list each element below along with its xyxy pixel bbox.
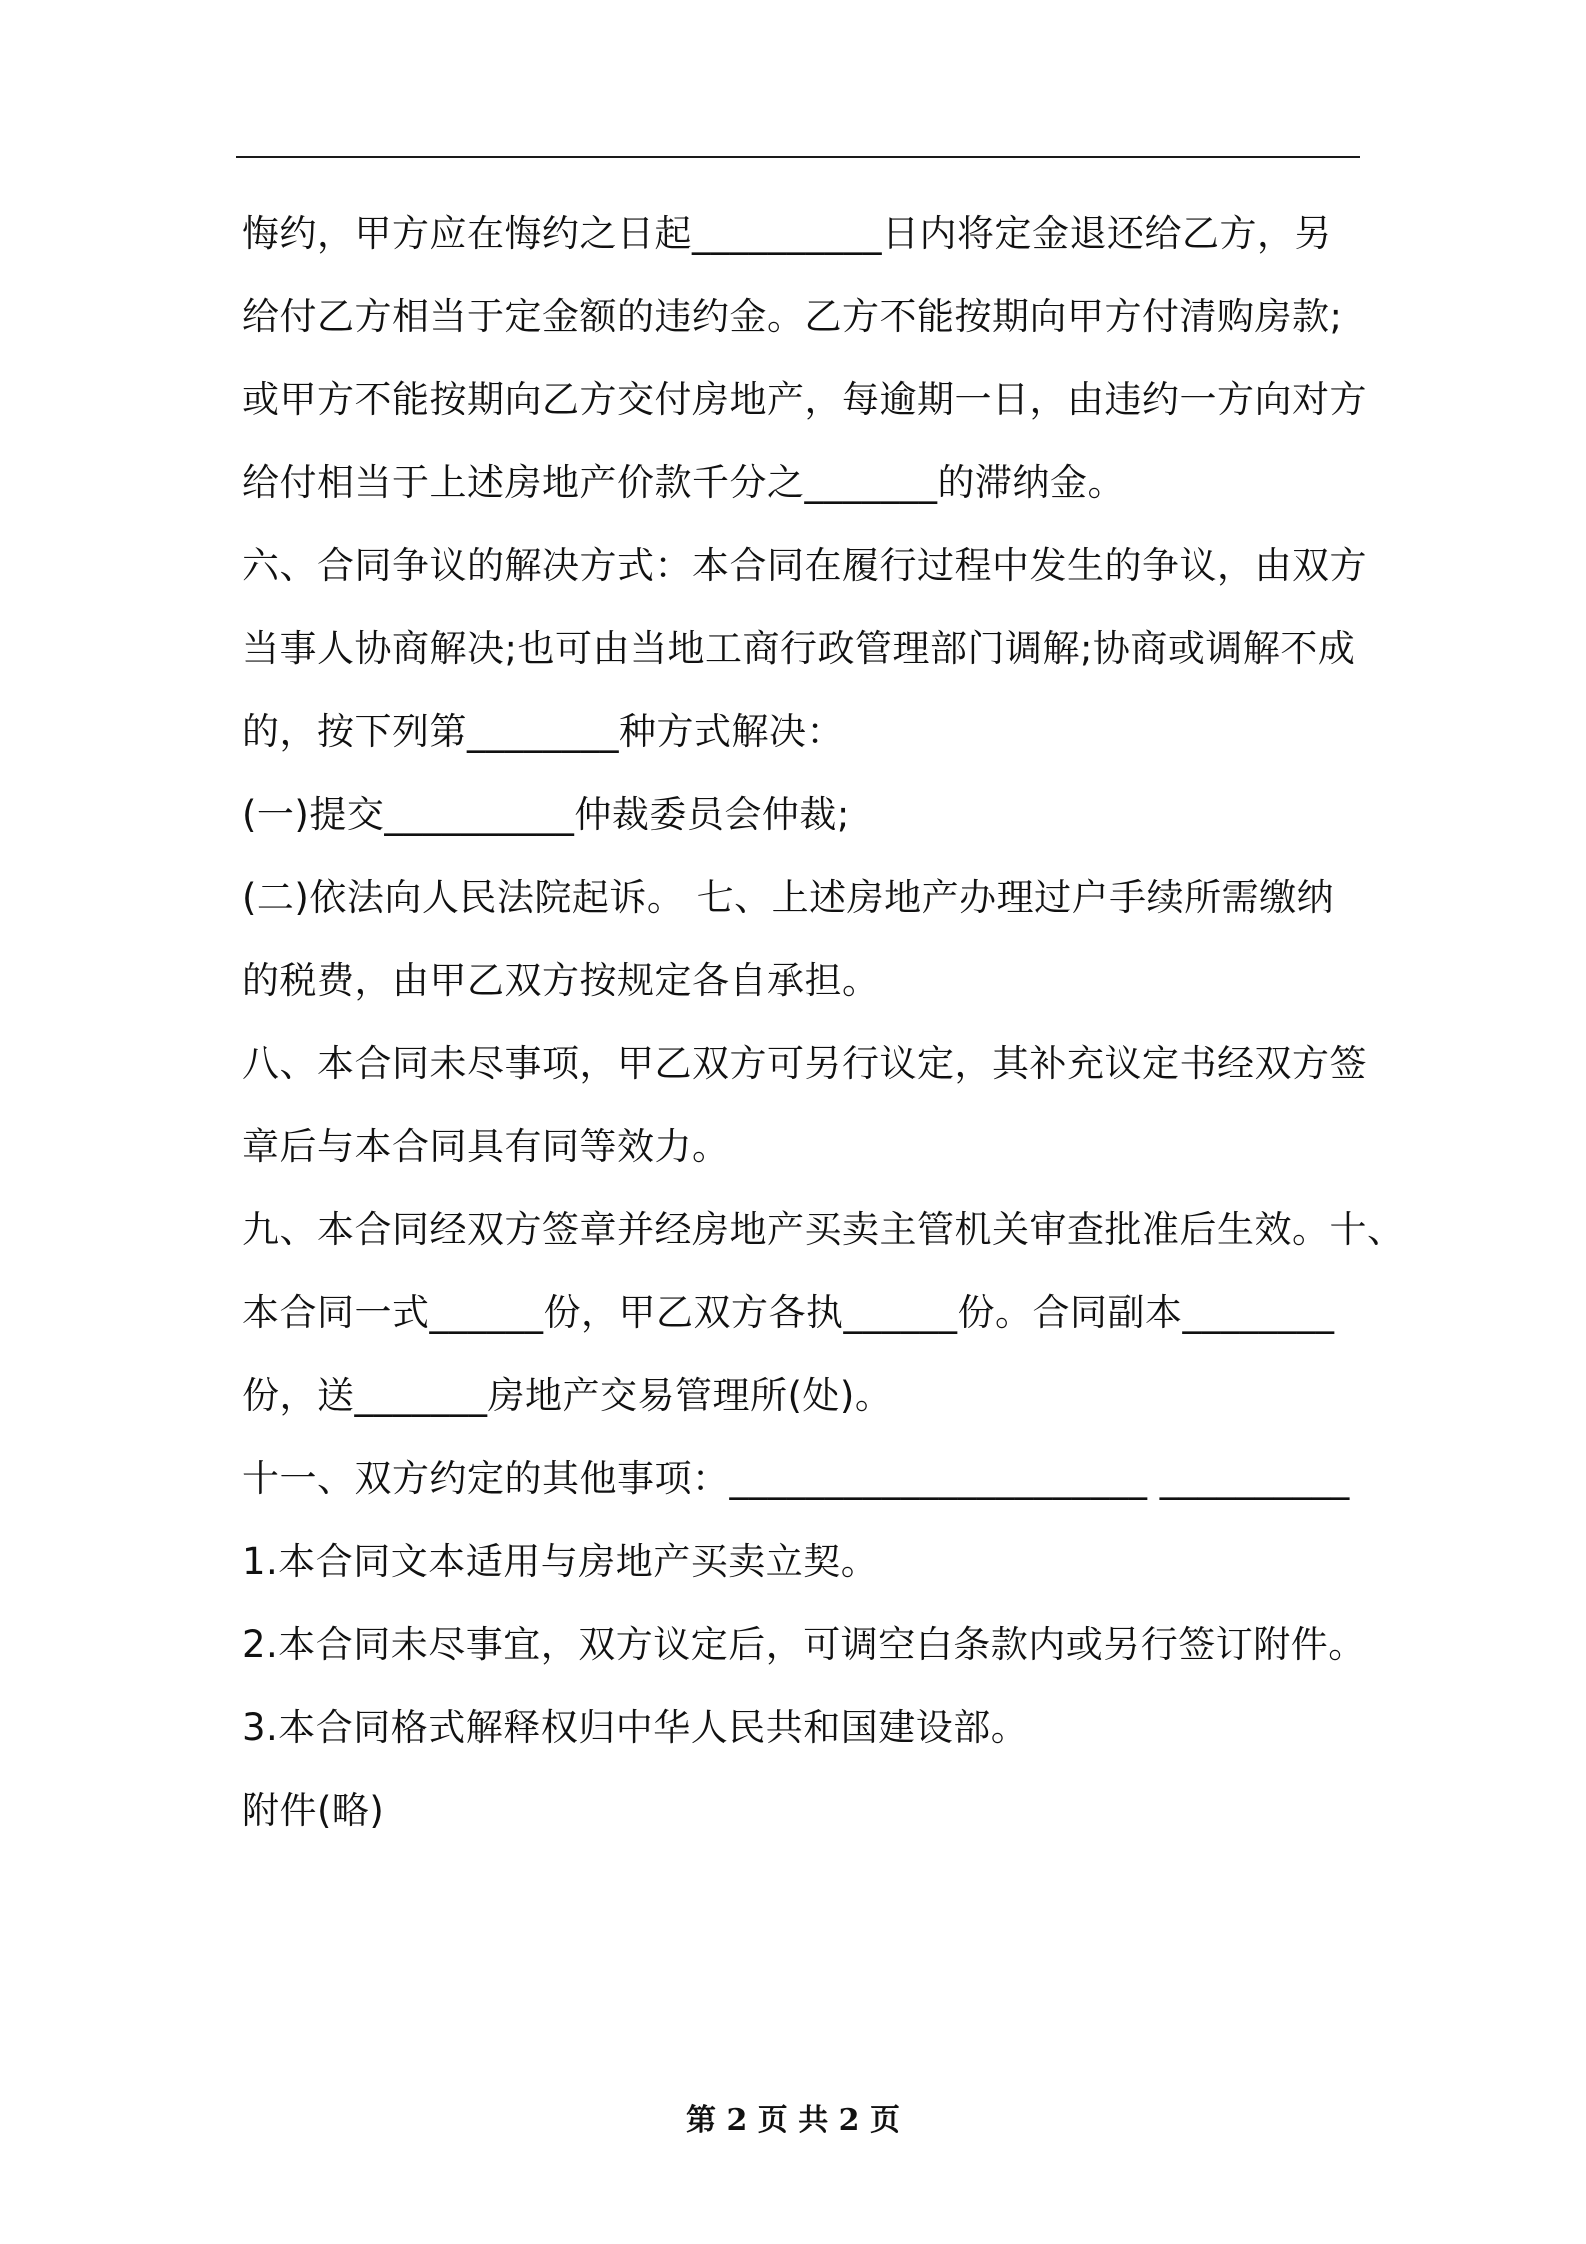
note-3-line: 3.本合同格式解释权归中华人民共和国建设部。 — [242, 1706, 1029, 1749]
option-1-line: (一)提交__________仲裁委员会仲裁; — [242, 793, 850, 836]
document-body — [242, 192, 1405, 1852]
text-line: 当事人协商解决;也可由当地工商行政管理部门调解;协商或调解不成 — [242, 627, 1356, 670]
text-line: 章后与本合同具有同等效力。 — [242, 1125, 730, 1168]
attachment-line: 附件(略) — [242, 1789, 385, 1832]
text-line: 份，送_______房地产交易管理所(处)。 — [242, 1374, 893, 1417]
text-line: 的，按下列第________种方式解决： — [242, 710, 844, 753]
clause-11-line: 十一、双方约定的其他事项：______________________ __________ — [242, 1457, 1350, 1500]
text-line: 给付乙方相当于定金额的违约金。乙方不能按期向甲方付清购房款; — [242, 295, 1343, 338]
text-line: 本合同一式______份，甲乙双方各执______份。合同副本________ — [242, 1291, 1335, 1334]
header-rule — [236, 156, 1360, 158]
text-line: 给付相当于上述房地产价款千分之_______的滞纳金。 — [242, 461, 1125, 504]
text-line: 或甲方不能按期向乙方交付房地产，每逾期一日，由违约一方向对方 — [242, 378, 1367, 421]
note-1-line: 1.本合同文本适用与房地产买卖立契。 — [242, 1540, 879, 1583]
text-line: 的税费，由甲乙双方按规定各自承担。 — [242, 959, 880, 1002]
clause-9-line: 九、本合同经双方签章并经房地产买卖主管机关审查批准后生效。十、 — [242, 1208, 1405, 1251]
note-2-line: 2.本合同未尽事宜，双方议定后，可调空白条款内或另行签订附件。 — [242, 1623, 1366, 1666]
option-2-line: (二)依法向人民法院起诉。 七、上述房地产办理过户手续所需缴纳 — [242, 876, 1335, 919]
page-number: 第 2 页 共 2 页 — [686, 2103, 900, 2138]
clause-8-line: 八、本合同未尽事项，甲乙双方可另行议定，其补充议定书经双方签 — [242, 1042, 1367, 1085]
text-line: 悔约，甲方应在悔约之日起__________日内将定金退还给乙方，另 — [242, 212, 1332, 255]
clause-6-line: 六、合同争议的解决方式：本合同在履行过程中发生的争议，由双方 — [242, 544, 1367, 587]
